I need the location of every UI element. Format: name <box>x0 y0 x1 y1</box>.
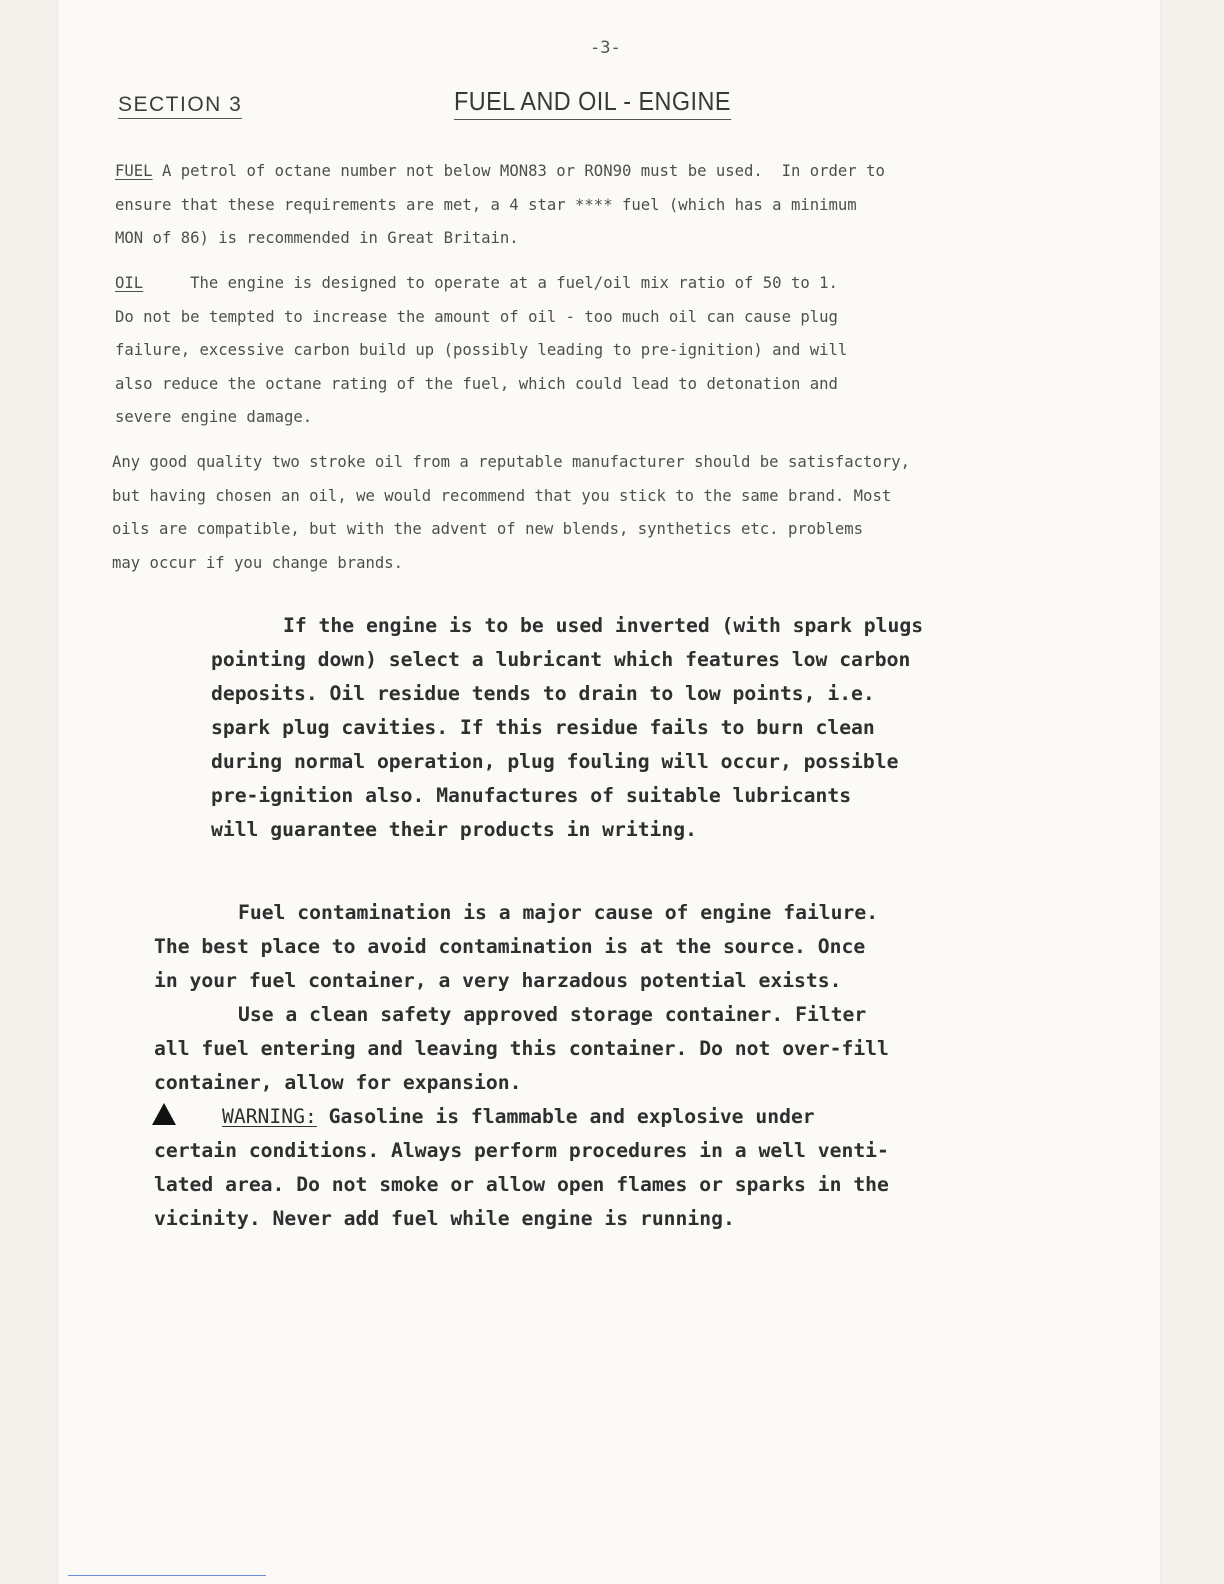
fuel-line: MON of 86) is recommended in Great Britain. <box>115 229 519 247</box>
warning-line: lated area. Do not smoke or allow open flames or sparks in the <box>154 1173 889 1196</box>
oil-label: OIL <box>115 274 144 292</box>
contamination-line: Fuel contamination is a major cause of engine failure. <box>238 901 879 924</box>
fuel-paragraph <box>115 155 885 256</box>
inverted-line: If the engine is to be used inverted (with spark plugs <box>283 614 924 637</box>
fuel-label: FUEL <box>115 162 153 180</box>
section-title: FUEL AND OIL - ENGINE <box>454 86 731 120</box>
oil-line: OIL The engine is designed to operate at a fuel/oil mix ratio of 50 to 1. <box>115 274 838 292</box>
section-label: SECTION 3 <box>118 93 242 119</box>
warning-line: vicinity. Never add fuel while engine is running. <box>154 1207 735 1230</box>
contamination-paragraph <box>154 896 889 1236</box>
warning-line: certain conditions. Always perform procedures in a well venti- <box>154 1139 889 1162</box>
inverted-line: spark plug cavities. If this residue fails to burn clean <box>211 716 875 739</box>
oil-line: severe engine damage. <box>115 408 313 426</box>
brand-line: Any good quality two stroke oil from a reputable manufacturer should be satisfactory, <box>112 453 910 471</box>
scan-mark <box>68 1575 266 1576</box>
inverted-line: during normal operation, plug fouling will occur, possible <box>211 750 899 773</box>
oil-paragraph <box>115 267 847 435</box>
oil-line: failure, excessive carbon build up (possibly leading to pre-ignition) and will <box>115 341 848 359</box>
brand-line: but having chosen an oil, we would recommend that you stick to the same brand. Most <box>112 486 892 505</box>
page-number: -3- <box>590 38 621 58</box>
warning-line: WARNING: Gasoline is flammable and explosive under <box>154 1100 889 1134</box>
contamination-line: Use a clean safety approved storage container. Filter <box>238 1003 867 1026</box>
contamination-line: in your fuel container, a very harzadous potential exists. <box>154 969 842 992</box>
fuel-line: ensure that these requirements are met, a 4 star **** fuel (which has a minimum <box>115 195 857 214</box>
contamination-line: container, allow for expansion. <box>154 1071 522 1094</box>
warning-label: WARNING: <box>222 1105 317 1128</box>
warning-triangle-icon <box>152 1103 176 1125</box>
brand-line: may occur if you change brands. <box>112 553 404 572</box>
fuel-line: FUEL A petrol of octane number not below MON83 or RON90 must be used. In order to <box>115 162 885 180</box>
inverted-line: pointing down) select a lubricant which features low carbon <box>211 648 911 671</box>
inverted-line: will guarantee their products in writing. <box>211 818 697 841</box>
oil-line: also reduce the octane rating of the fuel, which could lead to detonation and <box>115 374 838 393</box>
inverted-line: pre-ignition also. Manufactures of suitable lubricants <box>211 784 852 807</box>
brand-line: oils are compatible, but with the advent of new blends, synthetics etc. problems <box>112 520 864 538</box>
contamination-line: all fuel entering and leaving this container. Do not over-fill <box>154 1037 889 1060</box>
contamination-line: The best place to avoid contamination is at the source. Once <box>154 935 866 958</box>
oil-line: Do not be tempted to increase the amount of oil - too much oil can cause plug <box>115 307 838 326</box>
inverted-use-paragraph <box>211 609 923 847</box>
inverted-line: deposits. Oil residue tends to drain to low points, i.e. <box>211 682 875 705</box>
oil-brand-paragraph <box>112 446 910 580</box>
